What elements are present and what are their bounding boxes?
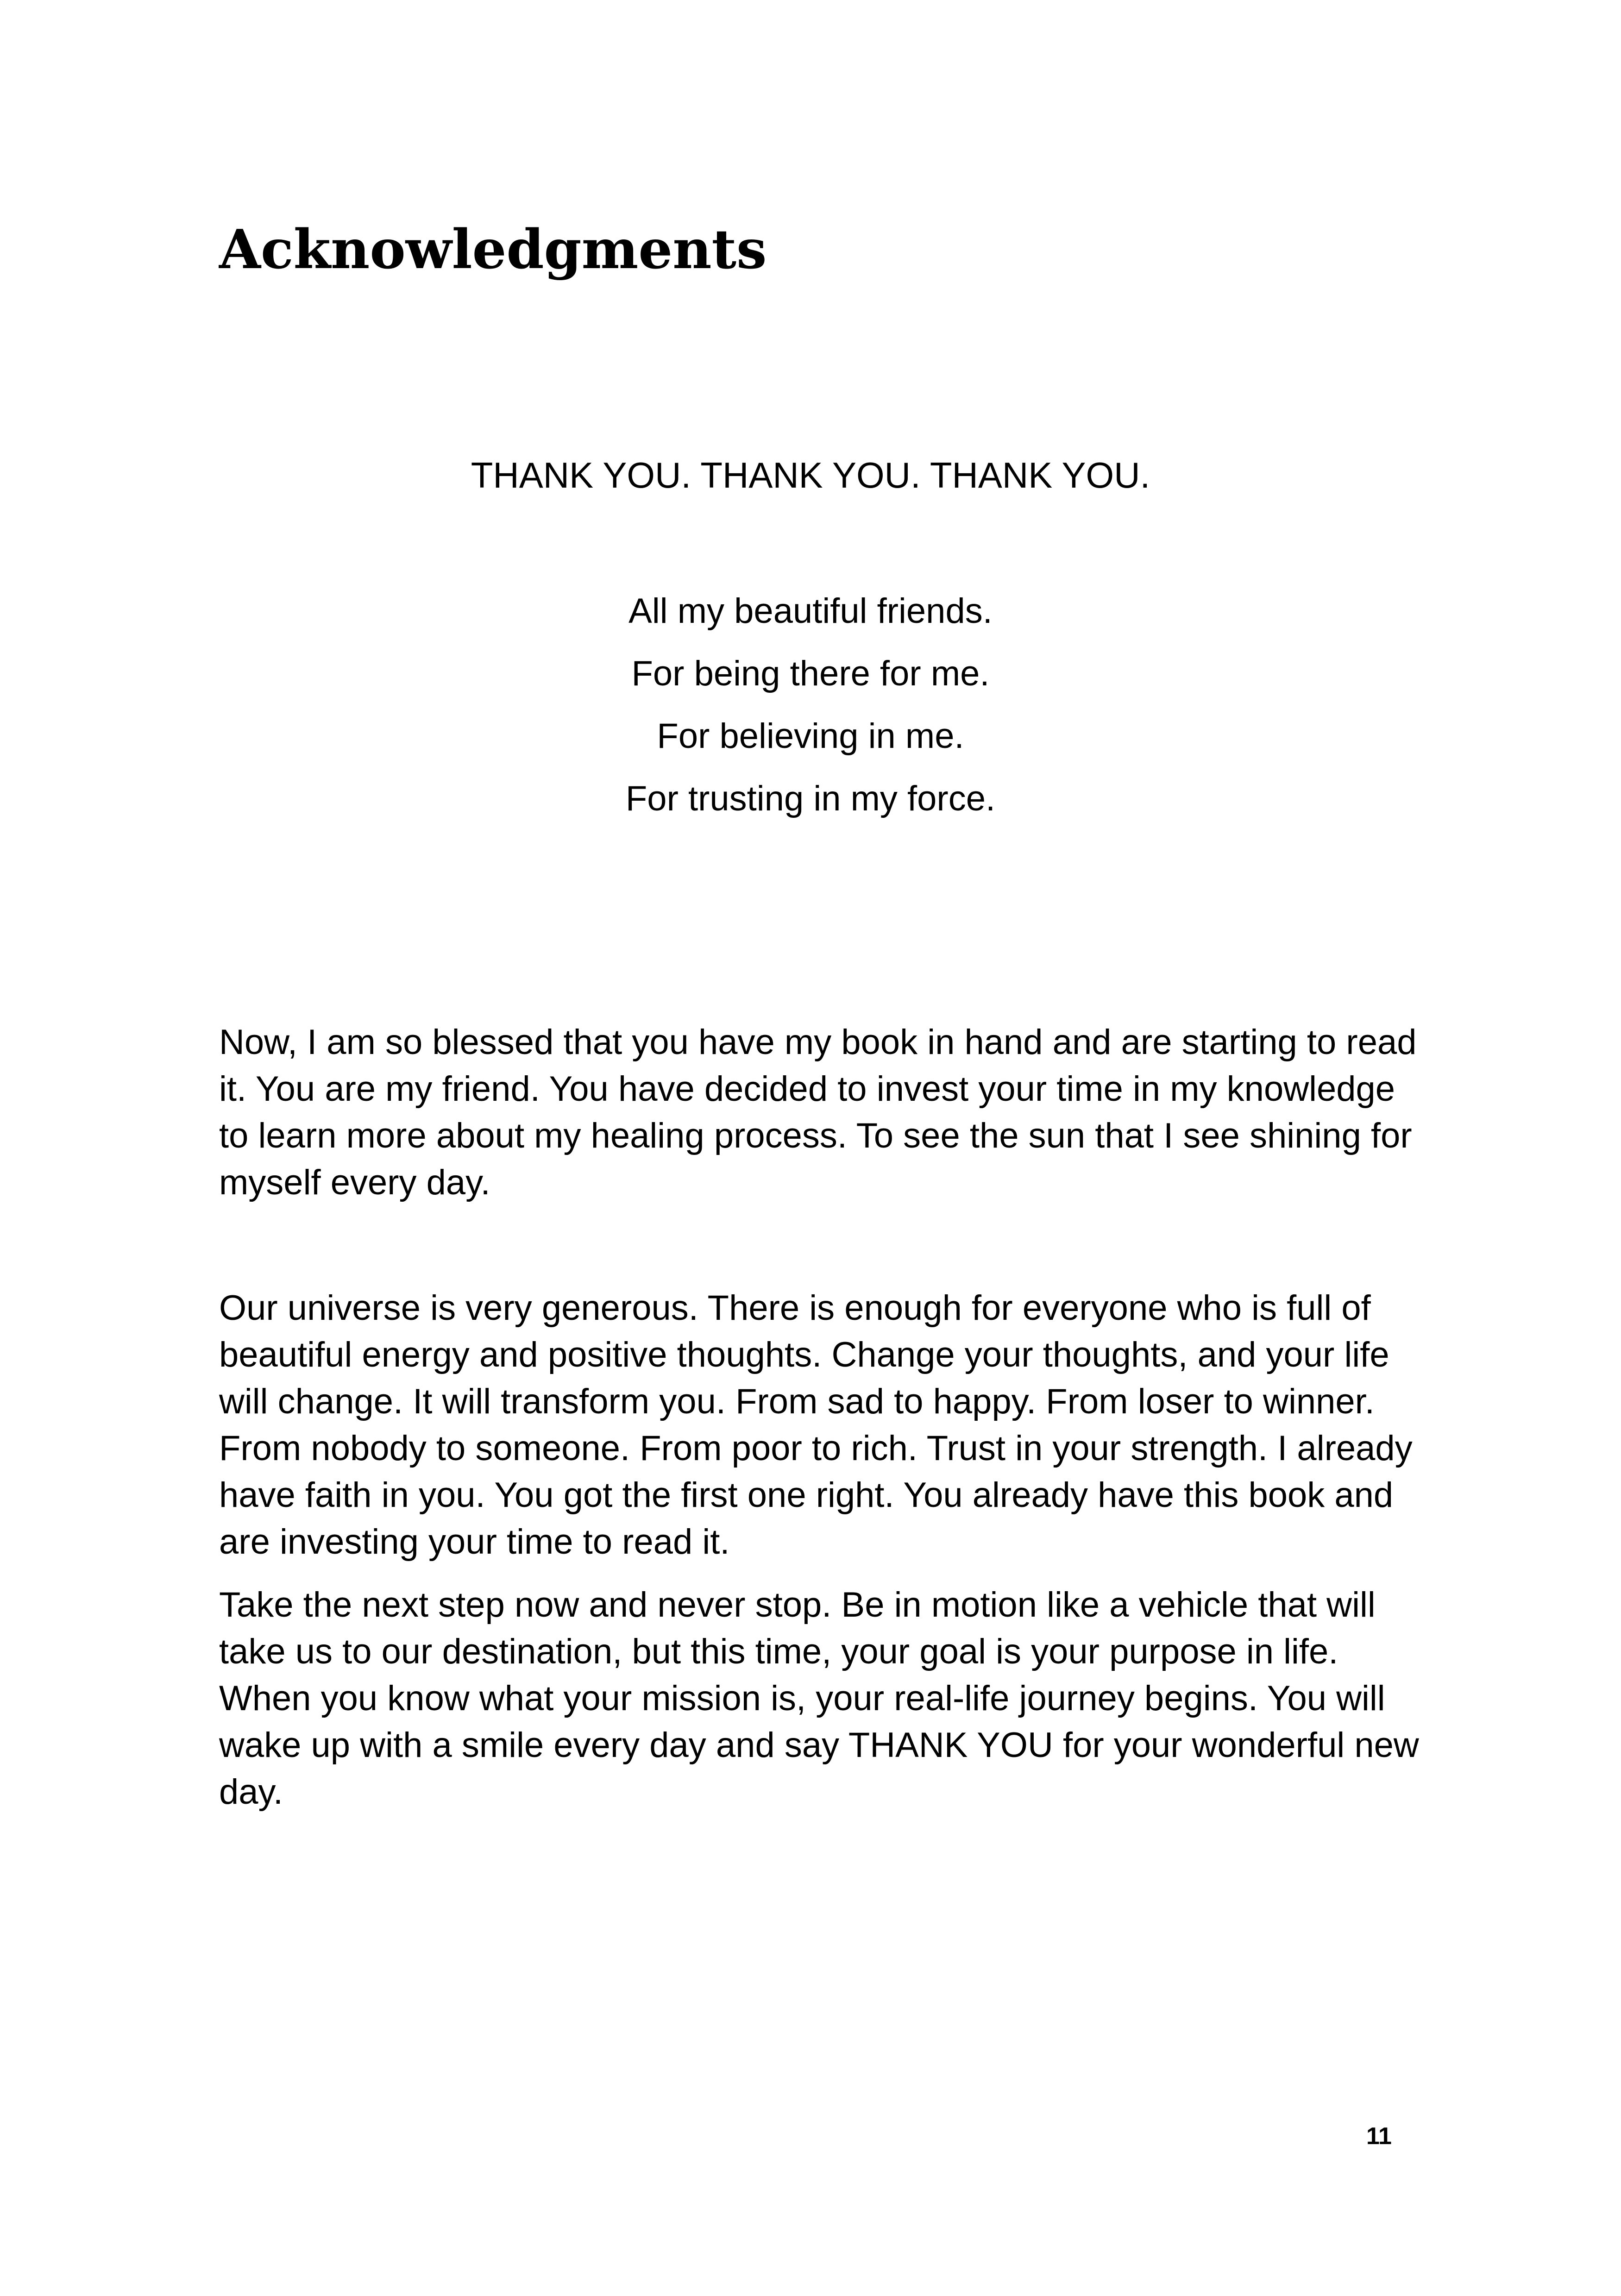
dedication-line: For trusting in my force. (625, 779, 996, 818)
body-paragraph: Our universe is very generous. There is enough for everyone who is full of beautiful energy and positive thoughts. Change your thoughts, and your life will change. It will transform you. From sad to happy. From loser to winner. From nobody to someone. From poor to rich. Trust in your strength. I already have faith in you. You got the first one right. You already have this book and are investing your time to read it. (219, 1288, 1413, 1562)
body-paragraph: Take the next step now and never stop. Be in motion like a vehicle that will take us to our destination, but this time, your goal is your purpose in life. When you know what your mission is, your real-life journey begins. You will wake up with a smile every day and say THANK YOU for your wonderful new day. (219, 1585, 1419, 1812)
body-paragraph: Now, I am so blessed that you have my book in hand and are starting to read it. You are my friend. You have decided to invest your time in my knowledge to learn more about my healing process. To see the sun that I see shining for myself every day. (219, 1023, 1417, 1202)
dedication-line: For believing in me. (657, 716, 964, 756)
thanks-dedication (0, 580, 1621, 830)
thank-you-line: THANK YOU. THANK YOU. THANK YOU. (471, 455, 1150, 496)
dedication-line: All my beautiful friends. (628, 591, 993, 631)
dedication-line: For being there for me. (631, 654, 990, 693)
page-number: 11 (1366, 2123, 1392, 2150)
page-title: Acknowledgments (219, 218, 767, 281)
